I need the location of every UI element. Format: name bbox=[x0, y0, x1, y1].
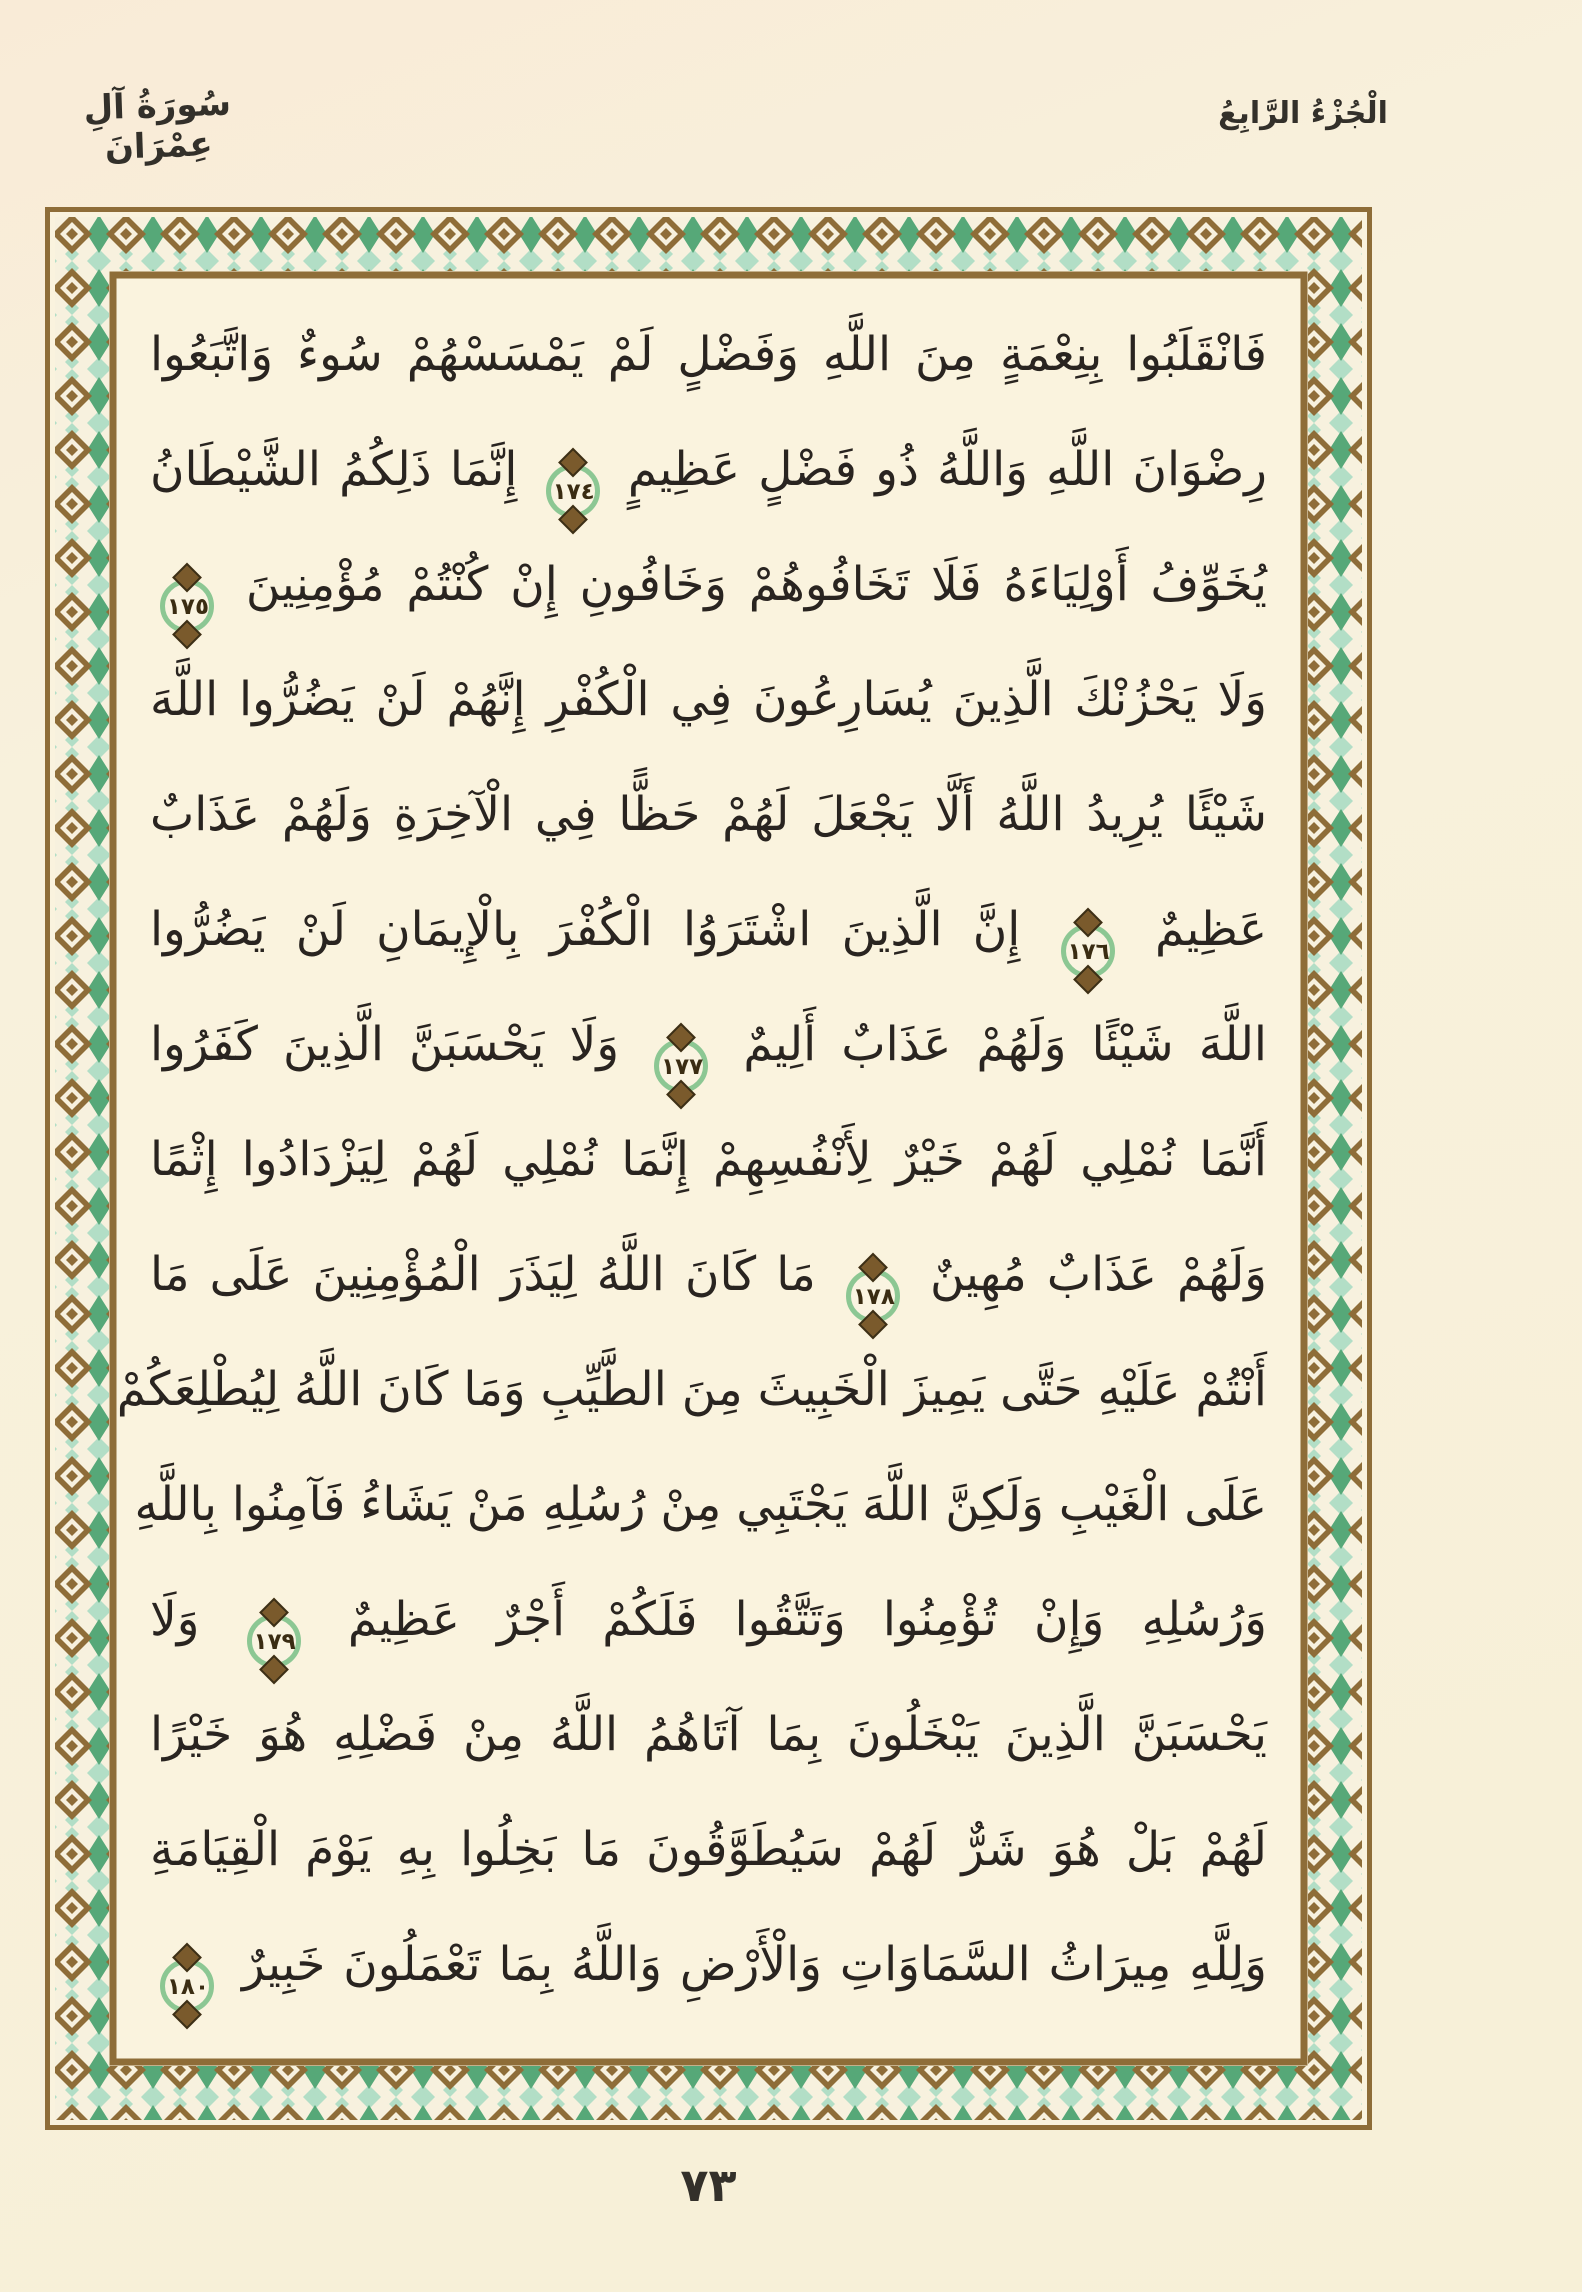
quran-text-line bbox=[150, 642, 1267, 757]
ayah-text: وَلَا bbox=[150, 1592, 200, 1647]
surah-name-header: سُورَةُ آلِ عِمْرَانَ bbox=[82, 83, 232, 168]
quran-text-line bbox=[150, 872, 1267, 987]
quran-text-line bbox=[150, 297, 1267, 412]
ayah-text: رِضْوَانَ اللَّهِ وَاللَّهُ ذُو فَضْلٍ عَظِيمٍ bbox=[627, 442, 1267, 497]
ayah-text: أَنَّمَا نُمْلِي لَهُمْ خَيْرٌ لِأَنْفُسِهِمْ إِنَّمَا نُمْلِي لَهُمْ لِيَزْدَادُوا إِثْمًا bbox=[150, 1132, 1267, 1187]
quran-text-line bbox=[150, 1677, 1267, 1792]
ayah-text: اللَّهَ شَيْئًا وَلَهُمْ عَذَابٌ أَلِيمٌ bbox=[743, 1017, 1267, 1072]
ayah-text: شَيْئًا يُرِيدُ اللَّهُ أَلَّا يَجْعَلَ لَهُمْ حَظًّا فِي الْآخِرَةِ وَلَهُمْ عَذَابٌ bbox=[150, 787, 1267, 842]
page-number: ٧٣ bbox=[680, 2158, 737, 2212]
ayah-text: لَهُمْ بَلْ هُوَ شَرٌّ لَهُمْ سَيُطَوَّقُونَ مَا بَخِلُوا بِهِ يَوْمَ الْقِيَامَةِ bbox=[150, 1822, 1267, 1877]
quran-text-area bbox=[116, 297, 1267, 2032]
quran-text-line bbox=[150, 412, 1267, 527]
ayah-text: وَلَا يَحْسَبَنَّ الَّذِينَ كَفَرُوا bbox=[150, 1017, 620, 1072]
ayah-text: أَنْتُمْ عَلَيْهِ حَتَّى يَمِيزَ الْخَبِيثَ مِنَ الطَّيِّبِ وَمَا كَانَ اللَّهُ لِيُطْلِعَكُمْ bbox=[116, 1362, 1267, 1417]
quran-text-line bbox=[150, 987, 1267, 1102]
ayah-text: وَلِلَّهِ مِيرَاثُ السَّمَاوَاتِ وَالْأَرْضِ وَاللَّهُ بِمَا تَعْمَلُونَ خَبِيرٌ bbox=[241, 1937, 1267, 1992]
verse-number-medallion: ١٧٨ bbox=[846, 1269, 900, 1323]
ayah-text: وَرُسُلِهِ وَإِنْ تُؤْمِنُوا وَتَتَّقُوا فَلَكُمْ أَجْرٌ عَظِيمٌ bbox=[347, 1592, 1267, 1647]
ayah-text: يُخَوِّفُ أَوْلِيَاءَهُ فَلَا تَخَافُوهُمْ وَخَافُونِ إِنْ كُنْتُمْ مُؤْمِنِينَ bbox=[245, 557, 1267, 612]
quran-text-line bbox=[150, 1217, 1267, 1332]
quran-text-line bbox=[150, 1562, 1267, 1677]
quran-text-line bbox=[150, 1102, 1267, 1217]
ayah-text: عَظِيمٌ bbox=[1154, 902, 1267, 957]
quran-text-line bbox=[150, 1792, 1267, 1907]
quran-text-line bbox=[150, 1907, 1267, 2022]
ayah-text: إِنَّ الَّذِينَ اشْتَرَوُا الْكُفْرَ بِالْإِيمَانِ لَنْ يَضُرُّوا bbox=[150, 902, 1021, 957]
ayah-text: فَانْقَلَبُوا بِنِعْمَةٍ مِنَ اللَّهِ وَفَضْلٍ لَمْ يَمْسَسْهُمْ سُوءٌ وَاتَّبَعُوا bbox=[150, 327, 1267, 382]
verse-number-medallion: ١٧٩ bbox=[247, 1614, 301, 1668]
quran-text-line bbox=[116, 1332, 1267, 1447]
juz-name-header: الْجُزْءُ الرَّابِعُ bbox=[1218, 96, 1388, 131]
ayah-text: عَلَى الْغَيْبِ وَلَكِنَّ اللَّهَ يَجْتَبِي مِنْ رُسُلِهِ مَنْ يَشَاءُ فَآمِنُوا بِاللَّهِ bbox=[134, 1477, 1267, 1532]
quran-text-line bbox=[134, 1447, 1267, 1562]
decorative-frame bbox=[45, 207, 1372, 2130]
ayah-text: وَلَا يَحْزُنْكَ الَّذِينَ يُسَارِعُونَ فِي الْكُفْرِ إِنَّهُمْ لَنْ يَضُرُّوا اللَّهَ bbox=[150, 672, 1267, 727]
ayah-text: يَحْسَبَنَّ الَّذِينَ يَبْخَلُونَ بِمَا آتَاهُمُ اللَّهُ مِنْ فَضْلِهِ هُوَ خَيْرًا bbox=[150, 1707, 1267, 1762]
quran-text-line bbox=[150, 757, 1267, 872]
ayah-text: وَلَهُمْ عَذَابٌ مُهِينٌ bbox=[929, 1247, 1267, 1302]
verse-number-medallion: ١٧٧ bbox=[654, 1039, 708, 1093]
verse-number-medallion: ١٧٦ bbox=[1061, 924, 1115, 978]
verse-number-medallion: ١٨٠ bbox=[160, 1959, 214, 2013]
ayah-text: مَا كَانَ اللَّهُ لِيَذَرَ الْمُؤْمِنِينَ عَلَى مَا bbox=[150, 1247, 816, 1302]
quran-text-line bbox=[150, 527, 1267, 642]
verse-number-medallion: ١٧٥ bbox=[160, 579, 214, 633]
ayah-text: إِنَّمَا ذَلِكُمُ الشَّيْطَانُ bbox=[150, 442, 518, 497]
verse-number-medallion: ١٧٤ bbox=[546, 464, 600, 518]
